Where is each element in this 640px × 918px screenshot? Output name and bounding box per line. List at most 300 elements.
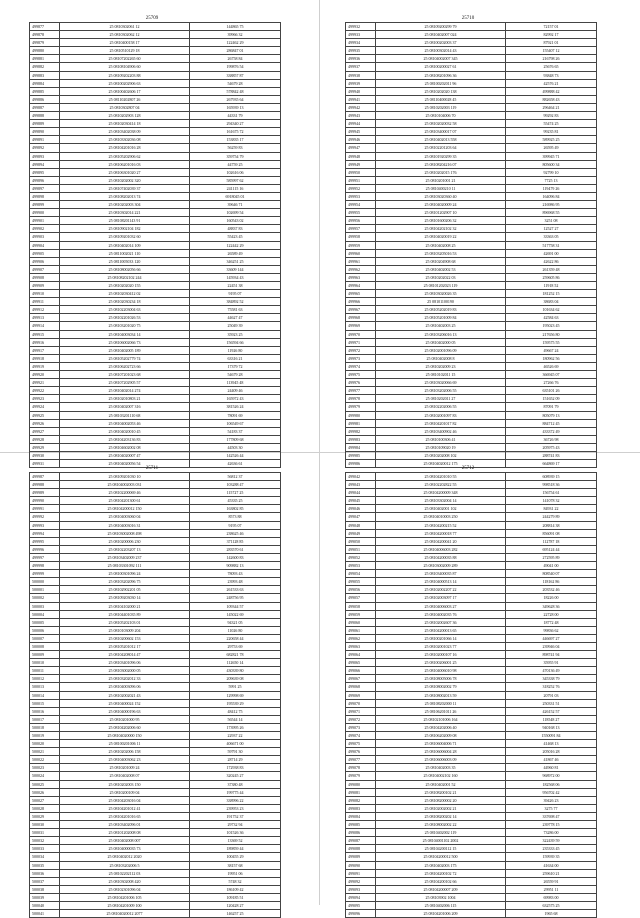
table-row — [346, 901, 597, 909]
account-code: 25 08109200299 79 — [376, 23, 506, 31]
table-row — [30, 225, 281, 233]
account-code: 25 08104020000 150 — [60, 732, 190, 740]
record-id: 499929 — [30, 443, 60, 451]
record-id: 499072 — [346, 715, 376, 723]
record-id: 499982 — [346, 427, 376, 435]
account-code: 25 08104602002 08 — [60, 443, 190, 451]
table-row — [30, 885, 281, 893]
record-id: 500032 — [30, 837, 60, 845]
table-row — [346, 435, 597, 443]
ledger-page-3 — [29, 465, 275, 918]
record-id: 499968 — [346, 314, 376, 322]
record-id: 499091 — [346, 869, 376, 877]
account-code: 25 08104200041 20 — [376, 537, 506, 545]
record-id: 499985 — [346, 451, 376, 459]
table-row — [346, 845, 597, 853]
amount: 366945 07 — [506, 371, 597, 379]
amount: 322439 59 — [506, 837, 597, 845]
table-row — [30, 497, 281, 505]
account-code: 25 0810402008 8 — [376, 354, 506, 362]
record-id: 499060 — [346, 618, 376, 626]
record-id: 499096 — [346, 910, 376, 918]
table-row — [346, 821, 597, 829]
page-title: 25712 — [461, 466, 475, 471]
account-code: 25 08102001023 77 — [376, 642, 506, 650]
record-id: 500040 — [30, 901, 60, 909]
page-title: 25711 — [145, 466, 159, 471]
table-row — [346, 642, 597, 650]
amount: 664869 17 — [506, 460, 597, 468]
account-code: 25 08104002053 46 — [60, 419, 190, 427]
record-id: 500011 — [30, 667, 60, 675]
table-row — [30, 715, 281, 723]
table-row — [346, 87, 597, 95]
record-id: 500041 — [30, 910, 60, 918]
table-row — [30, 821, 281, 829]
account-code: 25 08104200112 15 — [376, 845, 506, 853]
account-code: 25 08104202102 32 — [376, 225, 506, 233]
table-row — [30, 481, 281, 489]
ledger-table — [345, 22, 597, 468]
record-id: 499961 — [346, 257, 376, 265]
amount: 173995 26 — [190, 723, 281, 731]
table-row — [30, 233, 281, 241]
table-row — [30, 529, 281, 537]
account-code: 25 08104020009 24 — [376, 201, 506, 209]
table-row — [30, 290, 281, 298]
amount: 6918045 01 — [190, 192, 281, 200]
account-code: 25 08109201032 60 — [60, 233, 190, 241]
account-code: 25 08102003097 17 — [376, 594, 506, 602]
record-id: 499978 — [346, 395, 376, 403]
account-code: 25 0810402007 316 — [60, 403, 190, 411]
amount: 42584 63 — [506, 314, 597, 322]
table-row — [346, 869, 597, 877]
record-id: 499089 — [346, 853, 376, 861]
amount: 159939 35 — [506, 853, 597, 861]
amount: 288741 83 — [506, 451, 597, 459]
record-id: 499063 — [346, 642, 376, 650]
amount: 153835 17 — [190, 136, 281, 144]
record-id: 500017 — [30, 715, 60, 723]
table-row — [30, 168, 281, 176]
table-row — [346, 578, 597, 586]
amount: 163802 85 — [190, 505, 281, 513]
amount: 896968 55 — [506, 209, 597, 217]
account-code: 25 08103202006 55 — [376, 387, 506, 395]
table-row — [346, 553, 597, 561]
account-code: 25 0810400158 17 — [60, 39, 190, 47]
amount: 17379 72 — [190, 362, 281, 370]
table-row — [346, 537, 597, 545]
account-code: 25 0810202015 176 — [376, 168, 506, 176]
record-id: 499909 — [30, 282, 60, 290]
account-code: 25 0810302061 12 — [60, 23, 190, 31]
record-id: 499937 — [346, 63, 376, 71]
account-code: 25 08104020007 47 — [60, 451, 190, 459]
account-code: 25 08104203016 04 — [60, 796, 190, 804]
record-id: 500027 — [30, 796, 60, 804]
table-row — [30, 387, 281, 395]
page-title: 25710 — [461, 16, 475, 21]
amount: 384892 52 — [190, 298, 281, 306]
amount: 45335 25 — [190, 497, 281, 505]
amount: 42576 21 — [506, 79, 597, 87]
record-id: 500031 — [30, 829, 60, 837]
table-row — [30, 610, 281, 618]
account-code: 25 08109203030 14 — [60, 594, 190, 602]
account-code: 25 08109202203 88 — [60, 71, 190, 79]
amount: 956702 42 — [506, 788, 597, 796]
account-code: 25 08104201006 209 — [376, 910, 506, 918]
amount: 69983 00 — [506, 893, 597, 901]
record-id: 499081 — [346, 788, 376, 796]
page-title: 25709 — [145, 16, 159, 21]
account-code: 25 08101600206 32 — [376, 217, 506, 225]
table-row — [346, 322, 597, 330]
record-id: 499094 — [346, 893, 376, 901]
table-row — [346, 282, 597, 290]
amount: 9195 07 — [190, 521, 281, 529]
account-code: 25 08104020012 175 — [376, 460, 506, 468]
amount: 203532 46 — [506, 586, 597, 594]
amount: 359754 79 — [190, 152, 281, 160]
record-id: 499976 — [346, 379, 376, 387]
amount: 72157 01 — [506, 23, 597, 31]
amount: 19951 06 — [190, 869, 281, 877]
record-id: 500012 — [30, 675, 60, 683]
table-row — [346, 120, 597, 128]
record-id: 499042 — [346, 473, 376, 481]
account-code: 25 0810100306 41 — [376, 435, 506, 443]
record-id: 499940 — [346, 87, 376, 95]
table-row — [346, 71, 597, 79]
record-id: 499889 — [30, 120, 60, 128]
table-row — [30, 893, 281, 901]
table-row — [30, 273, 281, 281]
table-row — [346, 411, 597, 419]
table-row — [346, 594, 597, 602]
record-id: 500039 — [30, 893, 60, 901]
amount: 155407 12 — [506, 47, 597, 55]
amount: 37380 48 — [190, 780, 281, 788]
table-row — [346, 683, 597, 691]
account-code: 25 08104000513 14 — [376, 578, 506, 586]
amount: 33609 144 — [190, 265, 281, 273]
table-row — [30, 411, 281, 419]
amount: 608939 15 — [506, 473, 597, 481]
table-row — [346, 354, 597, 362]
table-row — [346, 659, 597, 667]
table-row — [30, 120, 281, 128]
record-id: 499907 — [30, 265, 60, 273]
amount: 49667 24 — [506, 346, 597, 354]
account-code: 25 08105202103 01 — [60, 618, 190, 626]
table-row — [346, 55, 597, 63]
account-code: 25 08108200002 20 — [376, 796, 506, 804]
record-id: 499058 — [346, 602, 376, 610]
record-id: 499945 — [346, 128, 376, 136]
amount: 29732 94 — [190, 821, 281, 829]
amount: 109344 57 — [190, 602, 281, 610]
table-row — [30, 513, 281, 521]
table-row — [346, 39, 597, 47]
amount: 371128 85 — [190, 537, 281, 545]
record-id: 499879 — [30, 39, 60, 47]
account-code: 25 08108202000 11 — [376, 699, 506, 707]
record-id: 499952 — [346, 184, 376, 192]
amount: 78093 43 — [190, 570, 281, 578]
table-row — [346, 249, 597, 257]
amount: 181252 15 — [506, 290, 597, 298]
amount: 446697 27 — [506, 634, 597, 642]
record-id: 499938 — [346, 71, 376, 79]
table-row — [30, 521, 281, 529]
table-row — [30, 732, 281, 740]
table-row — [346, 403, 597, 411]
amount: 101634 62 — [506, 306, 597, 314]
table-row — [346, 481, 597, 489]
account-code: 25 08108005006 78 — [376, 675, 506, 683]
amount: 99292 83 — [506, 112, 597, 120]
record-id: 499075 — [346, 740, 376, 748]
record-id: 499906 — [30, 257, 60, 265]
amount: 220658 44 — [190, 634, 281, 642]
record-id: 499062 — [346, 634, 376, 642]
amount: 272595 89 — [506, 553, 597, 561]
amount: 87921 01 — [506, 39, 597, 47]
table-row — [346, 651, 597, 659]
amount: 41634 00 — [506, 861, 597, 869]
account-code: 25 0810103009 204 — [60, 626, 190, 634]
account-code: 25 08104200102 72 — [376, 869, 506, 877]
amount: 129998 69 — [190, 691, 281, 699]
record-id: 499946 — [346, 136, 376, 144]
record-id: 499051 — [346, 545, 376, 553]
amount: 346251 25 — [190, 257, 281, 265]
table-row — [346, 290, 597, 298]
amount: 99235 81 — [506, 128, 597, 136]
table-row — [30, 642, 281, 650]
amount: 998518 36 — [506, 481, 597, 489]
amount: 160543 02 — [190, 217, 281, 225]
record-id: 499093 — [346, 885, 376, 893]
account-code: 25 08107201023 68 — [60, 371, 190, 379]
table-row — [30, 489, 281, 497]
record-id: 499065 — [346, 659, 376, 667]
record-id: 499969 — [346, 322, 376, 330]
amount: 7725 13 — [506, 176, 597, 184]
record-id: 499880 — [30, 47, 60, 55]
ledger-table — [29, 472, 281, 918]
account-code: 25 08106004006 71 — [376, 740, 506, 748]
account-code: 25 08104202006 40 — [376, 723, 506, 731]
table-row — [346, 473, 597, 481]
record-id: 499877 — [30, 23, 60, 31]
account-code: 25 08102020032 58 — [376, 120, 506, 128]
record-id: 500024 — [30, 772, 60, 780]
amount: 5991 25 — [190, 683, 281, 691]
table-row — [30, 322, 281, 330]
record-id: 499989 — [30, 489, 60, 497]
record-id: 500005 — [30, 618, 60, 626]
record-id: 499972 — [346, 346, 376, 354]
table-row — [346, 184, 597, 192]
account-code: 25 08104006010 98 — [376, 667, 506, 675]
amount: 259605 86 — [506, 273, 597, 281]
record-id: 499900 — [30, 209, 60, 217]
record-id: 499962 — [346, 265, 376, 273]
account-code: 25 0810400024 152 — [60, 699, 190, 707]
record-id: 499064 — [346, 651, 376, 659]
amount: 267935 64 — [190, 95, 281, 103]
amount: 632575 25 — [506, 901, 597, 909]
record-id: 500029 — [30, 812, 60, 820]
record-id: 499913 — [30, 314, 60, 322]
table-row — [30, 756, 281, 764]
ledger-page-2 — [345, 15, 591, 468]
record-id: 500022 — [30, 756, 60, 764]
table-row — [30, 282, 281, 290]
table-row — [346, 748, 597, 756]
table-row — [346, 298, 597, 306]
record-id: 499998 — [30, 562, 60, 570]
account-code: 25 0810510129 18 — [60, 47, 190, 55]
table-row — [30, 780, 281, 788]
account-code: 25 0810402000 05 — [376, 338, 506, 346]
record-id: 499993 — [30, 521, 60, 529]
table-row — [30, 740, 281, 748]
amount: 94321 05 — [190, 618, 281, 626]
amount: 682821 78 — [190, 651, 281, 659]
table-row — [346, 233, 597, 241]
record-id: 499066 — [346, 667, 376, 675]
amount: 33363 05 — [506, 233, 597, 241]
record-id: 499977 — [346, 387, 376, 395]
table-row — [30, 152, 281, 160]
account-code: 25 0810302014 221 — [60, 209, 190, 217]
table-row — [30, 804, 281, 812]
table-row — [346, 387, 597, 395]
amount: 11918 52 — [506, 282, 597, 290]
record-id: 499986 — [346, 460, 376, 468]
amount: 499888 42 — [506, 87, 597, 95]
amount: 56544 14 — [190, 715, 281, 723]
amount: 55474 25 — [506, 120, 597, 128]
account-code: 25 08106202009 08 — [376, 732, 506, 740]
record-id: 499921 — [30, 379, 60, 387]
amount: 239953 23 — [190, 804, 281, 812]
record-id: 499981 — [346, 419, 376, 427]
amount: 433372 49 — [506, 427, 597, 435]
record-id: 499054 — [346, 570, 376, 578]
table-row — [346, 740, 597, 748]
record-id: 500003 — [30, 602, 60, 610]
account-code: 25 08102000107 16 — [376, 651, 506, 659]
record-id: 499967 — [346, 306, 376, 314]
amount: 82992 17 — [506, 31, 597, 39]
record-id: 499056 — [346, 586, 376, 594]
account-code: 25 0810402013 558 — [376, 136, 506, 144]
amount: 142526 44 — [190, 451, 281, 459]
account-code: 25 08108002013 59 — [376, 691, 506, 699]
table-row — [346, 395, 597, 403]
record-id: 499053 — [346, 562, 376, 570]
record-id: 499959 — [346, 241, 376, 249]
amount: 337698 47 — [506, 812, 597, 820]
table-row — [30, 748, 281, 756]
table-row — [346, 128, 597, 136]
account-code: 25 08104200012 150 — [60, 505, 190, 513]
account-code: 25 08100201066 14 — [376, 634, 506, 642]
amount: 208814 38 — [506, 521, 597, 529]
account-code: 25 0810402001 102 — [376, 505, 506, 513]
record-id: 499966 — [346, 298, 376, 306]
account-code: 25 08106201016 03 — [60, 160, 190, 168]
amount: 78091 69 — [190, 411, 281, 419]
table-row — [30, 618, 281, 626]
table-row — [30, 265, 281, 273]
account-code: 25 08104020010 45 — [60, 427, 190, 435]
record-id: 500035 — [30, 861, 60, 869]
table-row — [30, 602, 281, 610]
amount: 217656 80 — [506, 330, 597, 338]
record-id: 500009 — [30, 651, 60, 659]
amount: 44759 25 — [190, 160, 281, 168]
record-id: 499975 — [346, 371, 376, 379]
amount: 578842 48 — [190, 87, 281, 95]
table-row — [346, 497, 597, 505]
record-id: 499090 — [346, 861, 376, 869]
amount: 3251 08 — [506, 217, 597, 225]
table-row — [346, 796, 597, 804]
table-row — [346, 610, 597, 618]
amount: 63316 21 — [190, 354, 281, 362]
record-id: 499918 — [30, 354, 60, 362]
record-id: 500023 — [30, 764, 60, 772]
account-code: 25 08102002002 21 — [376, 804, 506, 812]
account-code: 25 0810402008 25 — [376, 241, 506, 249]
account-code: 25 08100301096 24 — [60, 570, 190, 578]
table-row — [346, 31, 597, 39]
amount: 146257 25 — [190, 910, 281, 918]
table-row — [30, 128, 281, 136]
amount: 164096 84 — [506, 192, 597, 200]
table-row — [30, 31, 281, 39]
table-row — [30, 192, 281, 200]
record-id: 499939 — [346, 79, 376, 87]
account-code: 25 08109201030 10 — [60, 473, 190, 481]
table-row — [346, 586, 597, 594]
account-code: 25 0810104006 70 — [376, 112, 506, 120]
table-row — [30, 651, 281, 659]
table-row — [30, 314, 281, 322]
account-code: 25 08102001096 09 — [376, 346, 506, 354]
account-code: 25 08103400902 46 — [376, 427, 506, 435]
amount: 381526 24 — [190, 403, 281, 411]
account-code: 25 08105201012 17 — [60, 642, 190, 650]
table-row — [346, 626, 597, 634]
account-code: 25 0810402002 53 — [376, 265, 506, 273]
record-id: 500034 — [30, 853, 60, 861]
record-id: 499045 — [346, 497, 376, 505]
amount: 39966 32 — [190, 31, 281, 39]
record-id: 499085 — [346, 821, 376, 829]
table-row — [30, 667, 281, 675]
account-code: 25 08102002207 22 — [376, 586, 506, 594]
table-row — [346, 306, 597, 314]
record-id: 499941 — [346, 95, 376, 103]
